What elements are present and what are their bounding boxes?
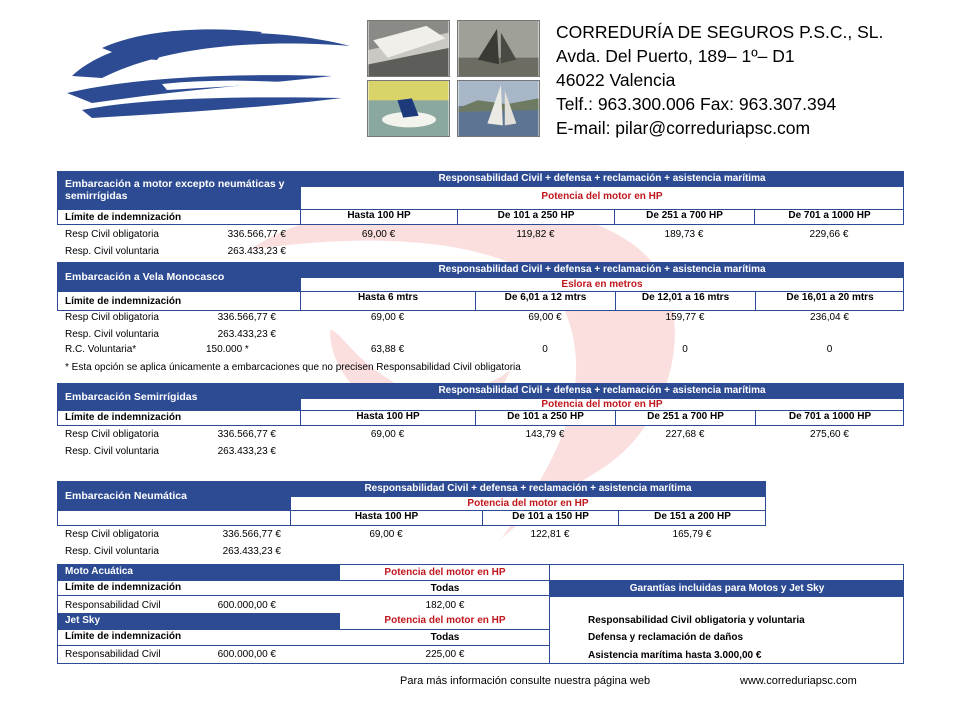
vela-rc-oblig-label: Resp Civil obligatoria [65,312,159,323]
neum-title: Embarcación Neumática [57,481,290,511]
footer-web-link[interactable]: www.correduriapsc.com [740,675,857,687]
vela-val-2: 69,00 € [528,312,562,323]
motor-rc-vol-label: Resp. Civil voluntaria [65,246,159,257]
semi-rc-oblig-amount: 336.566,77 € [217,429,276,440]
neum-rc-oblig-amount: 336.566,77 € [222,529,281,540]
jet-limit-label: Límite de indemnización [65,631,182,642]
company-name: CORREDURÍA DE SEGUROS P.S.C., SL. [556,22,884,42]
neum-rc-vol-label: Resp. Civil voluntaria [65,546,159,557]
motor-coverage-header: Responsabilidad Civil + defensa + reclamación + asistencia marítima [300,171,904,186]
motor-val-2: 119,82 € [516,229,555,240]
photo-sailboat-race [457,20,540,77]
motor-val-4: 229,66 € [809,229,849,240]
semi-coverage-header: Responsabilidad Civil + defensa + reclamación + asistencia marítima [300,383,904,398]
motor-col-3: De 251 a 700 HP [614,209,754,225]
moto-limit-label: Límite de indemnización [65,582,182,593]
company-phone-fax: Telf.: 963.300.006 Fax: 963.307.394 [556,94,837,114]
vela-val-4: 236,04 € [810,312,849,323]
jet-rc-amount: 600.000,00 € [217,649,276,660]
jet-rc-label: Responsabilidad Civil [65,649,161,660]
vela-note: * Esta opción se aplica únicamente a embarcaciones que no precisen Responsabilidad Civil obligatoria [65,362,521,373]
moto-subheader: Potencia del motor en HP [384,567,506,578]
vela-val-3: 159,77 € [665,312,705,323]
garantia-item-2: Defensa y reclamación de daños [588,632,744,643]
neum-subheader: Potencia del motor en HP [290,496,766,511]
neum-col-2: De 101 a 150 HP [482,510,618,526]
vela-limit-label: Límite de indemnización [65,296,182,307]
contact-block [556,20,883,140]
vela-col-1: Hasta 6 mtrs [300,291,475,311]
moto-rc-label: Responsabilidad Civil [65,600,161,611]
vela-col-2: De 6,01 a 12 mtrs [475,291,615,311]
semi-col-3: De 251 a 700 HP [615,410,755,426]
photo-sailboat-bay [457,80,540,137]
company-city: 46022 Valencia [556,70,676,90]
semi-rc-vol-amount: 263.433,23 € [217,446,276,457]
motor-col-4: De 701 a 1000 HP [754,209,904,225]
vela-col-3: De 12,01 a 16 mtrs [615,291,755,311]
semi-val-3: 227,68 € [665,429,705,440]
garantias-title: Garantías incluidas para Motos y Jet Sky [550,580,904,597]
semi-val-2: 143,79 € [525,429,565,440]
vela-rcv-val-3: 0 [682,344,688,355]
vela-col-4: De 16,01 a 20 mtrs [755,291,904,311]
semi-title: Embarcación Semirrígidas [57,383,300,411]
company-address: Avda. Del Puerto, 189– 1º– D1 [556,46,795,66]
motor-rc-oblig-amount: 336.566,77 € [227,229,286,240]
semi-rc-vol-label: Resp. Civil voluntaria [65,446,159,457]
vela-subheader: Eslora en metros [300,277,904,292]
motor-limit-label: Límite de indemnización [65,212,182,223]
vela-rcv-amount: 150.000 * [206,344,249,355]
semi-val-4: 275,60 € [810,429,849,440]
photo-jet-ski [367,80,450,137]
neum-val-3: 165,79 € [672,529,712,540]
vela-rcv-val-1: 63,88 € [370,344,405,355]
neum-rc-vol-amount: 263.433,23 € [222,546,281,557]
motor-val-3: 189,73 € [664,229,704,240]
motor-col-2: De 101 a 250 HP [457,209,614,225]
semi-rc-oblig-label: Resp Civil obligatoria [65,429,159,440]
semi-limit-label: Límite de indemnización [65,412,182,423]
vela-rc-vol-amount: 263.433,23 € [217,329,276,340]
jet-col: Todas [430,632,460,643]
semi-subheader: Potencia del motor en HP [300,398,904,411]
motor-rc-oblig-label: Resp Civil obligatoria [65,229,159,240]
neum-col-1: Hasta 100 HP [290,510,482,526]
moto-value: 182,00 € [425,600,465,611]
vela-rcv-label: R.C. Voluntaria* [65,344,137,355]
boat-logo [62,18,352,133]
motor-val-1: 69,00 € [361,229,396,240]
moto-title: Moto Acuática [57,564,340,580]
vela-val-1: 69,00 € [370,312,405,323]
garantia-item-3: Asistencia marítima hasta 3.000,00 € [588,650,762,661]
jet-value: 225,00 € [425,649,465,660]
semi-col-1: Hasta 100 HP [300,410,475,426]
vela-rc-oblig-amount: 336.566,77 € [217,312,276,323]
vela-title: Embarcación a Vela Monocasco [57,262,300,292]
jet-title: Jet Sky [57,613,340,629]
semi-col-2: De 101 a 250 HP [475,410,615,426]
neum-val-1: 69,00 € [369,529,403,540]
vela-rcv-val-4: 0 [826,344,833,355]
jet-subheader: Potencia del motor en HP [384,615,506,626]
vela-rcv-val-2: 0 [542,344,548,355]
photo-yachts [367,20,450,77]
semi-val-1: 69,00 € [370,429,405,440]
moto-col: Todas [430,583,460,594]
motor-col-1: Hasta 100 HP [300,209,457,225]
footer-info: Para más información consulte nuestra página web [400,675,651,687]
company-email: E-mail: pilar@correduriapsc.com [556,118,811,138]
motor-rc-vol-amount: 263.433,23 € [227,246,286,257]
semi-col-4: De 701 a 1000 HP [755,410,904,426]
neum-col-3: De 151 a 200 HP [618,510,766,526]
neum-val-2: 122,81 € [530,529,570,540]
vela-rc-vol-label: Resp. Civil voluntaria [65,329,159,340]
neum-rc-oblig-label: Resp Civil obligatoria [65,529,159,540]
garantia-item-1: Responsabilidad Civil obligatoria y voluntaria [588,615,805,626]
moto-rc-amount: 600.000,00 € [217,600,276,611]
vela-coverage-header: Responsabilidad Civil + defensa + reclamación + asistencia marítima [300,262,904,277]
motor-subheader: Potencia del motor en HP [300,186,904,210]
neum-coverage-header: Responsabilidad Civil + defensa + reclamación + asistencia marítima [290,481,766,496]
motor-title: Embarcación a motor excepto neumáticas y semirrígidas [57,171,300,209]
